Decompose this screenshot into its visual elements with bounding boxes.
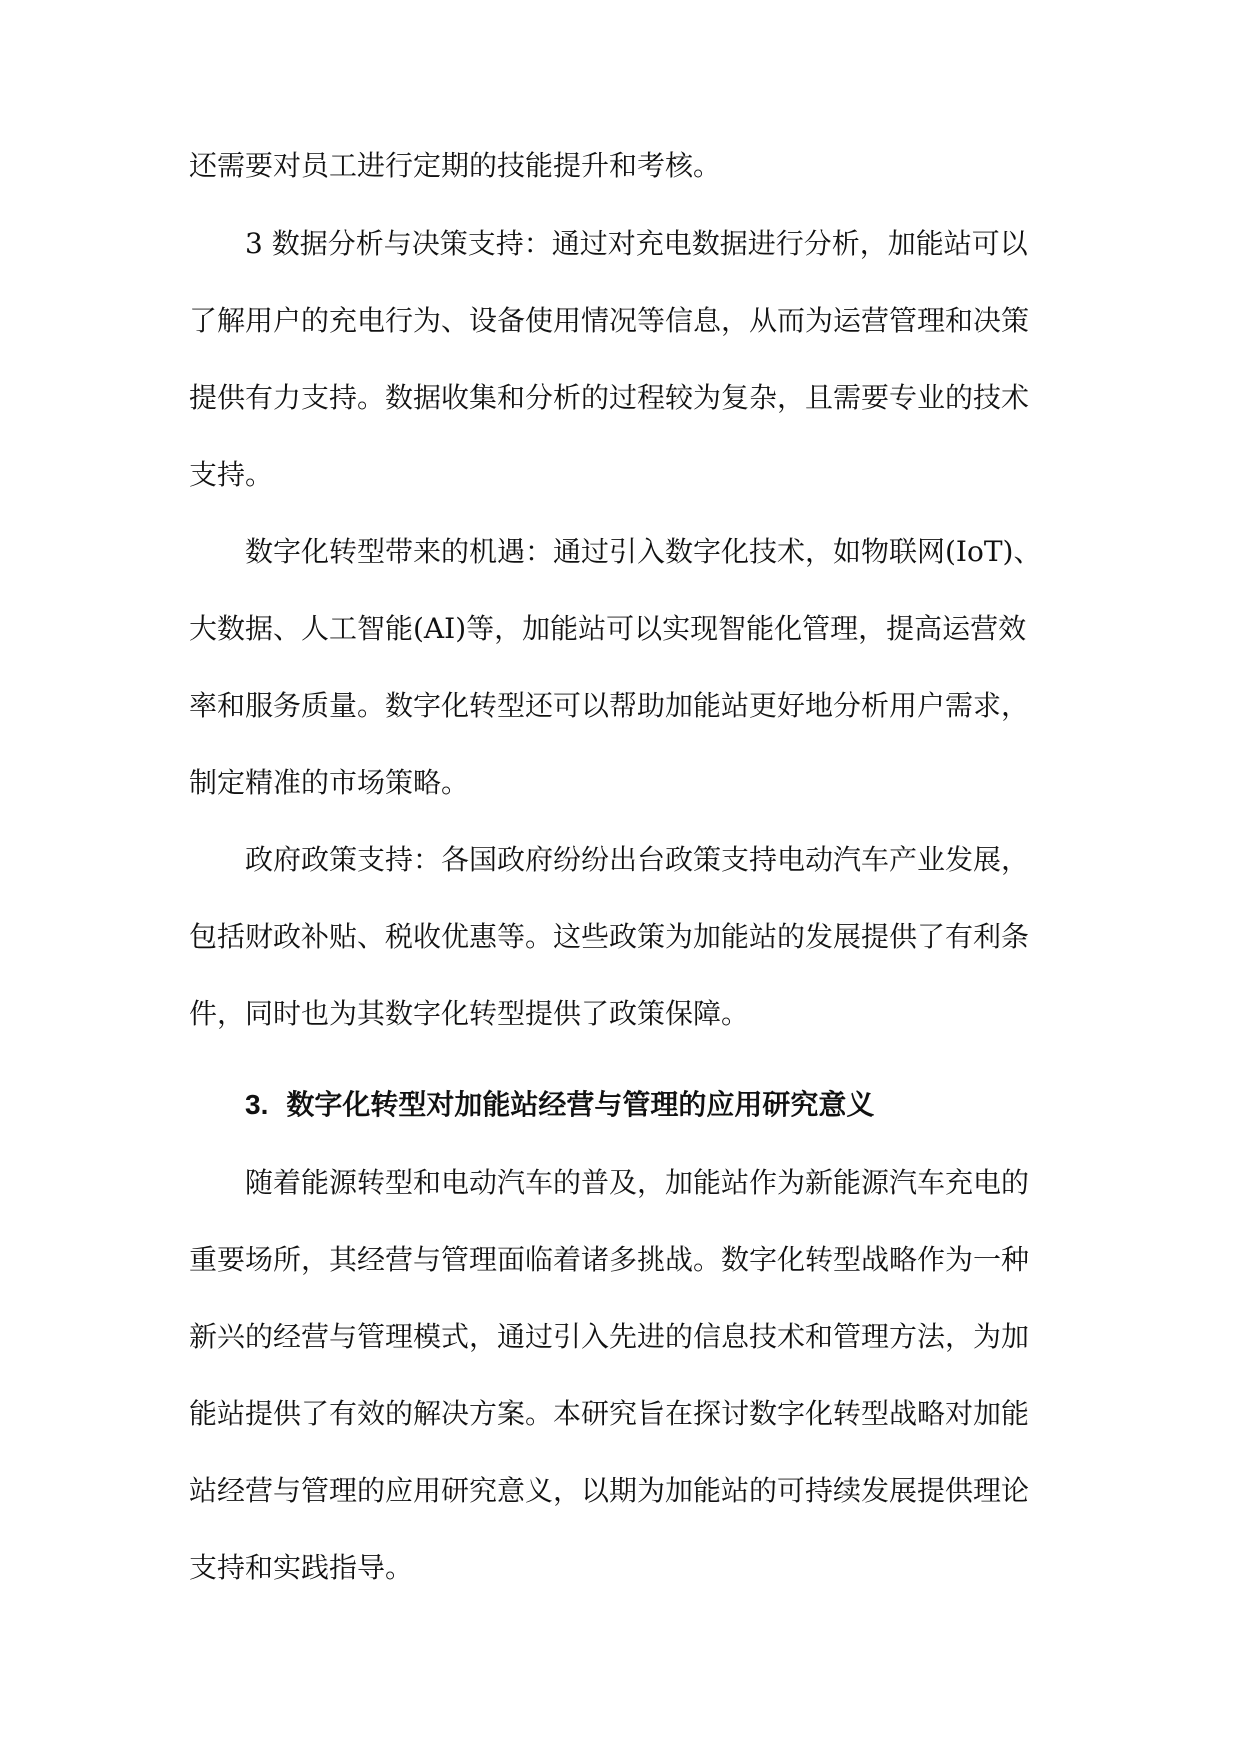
section-heading	[245, 1085, 874, 1125]
paragraph-line: 数字化转型带来的机遇：通过引入数字化技术，如物联网(IoT)、	[245, 535, 1042, 568]
paragraph-line: 率和服务质量。数字化转型还可以帮助加能站更好地分析用户需求，	[189, 689, 1030, 722]
paragraph-line: 支持。	[189, 458, 274, 491]
paragraph-line: 包括财政补贴、税收优惠等。这些政策为加能站的发展提供了有利条	[189, 920, 1030, 953]
paragraph-line: 新兴的经营与管理模式，通过引入先进的信息技术和管理方法，为加	[189, 1320, 1030, 1353]
section-number: 3.	[245, 1089, 269, 1120]
paragraph-line: 了解用户的充电行为、设备使用情况等信息，从而为运营管理和决策	[189, 304, 1030, 337]
paragraph-line: 大数据、人工智能(AI)等，加能站可以实现智能化管理，提高运营效	[189, 612, 1027, 645]
paragraph-line: 还需要对员工进行定期的技能提升和考核。	[189, 149, 722, 182]
section-title: 数字化转型对加能站经营与管理的应用研究意义	[286, 1088, 875, 1121]
paragraph-line: 能站提供了有效的解决方案。本研究旨在探讨数字化转型战略对加能	[189, 1397, 1030, 1430]
paragraph-line: 件，同时也为其数字化转型提供了政策保障。	[189, 997, 750, 1030]
paragraph-line: 站经营与管理的应用研究意义，以期为加能站的可持续发展提供理论	[189, 1474, 1030, 1507]
paragraph-line: 制定精准的市场策略。	[189, 766, 470, 799]
paragraph-line: 提供有力支持。数据收集和分析的过程较为复杂，且需要专业的技术	[189, 381, 1030, 414]
paragraph-line: 重要场所，其经营与管理面临着诸多挑战。数字化转型战略作为一种	[189, 1243, 1030, 1276]
paragraph-line: 随着能源转型和电动汽车的普及，加能站作为新能源汽车充电的	[245, 1166, 1030, 1199]
paragraph-line: 支持和实践指导。	[189, 1551, 414, 1584]
paragraph-line: 3 数据分析与决策支持：通过对充电数据进行分析，加能站可以	[245, 227, 1028, 260]
paragraph-line: 政府政策支持：各国政府纷纷出台政策支持电动汽车产业发展，	[245, 843, 1030, 876]
